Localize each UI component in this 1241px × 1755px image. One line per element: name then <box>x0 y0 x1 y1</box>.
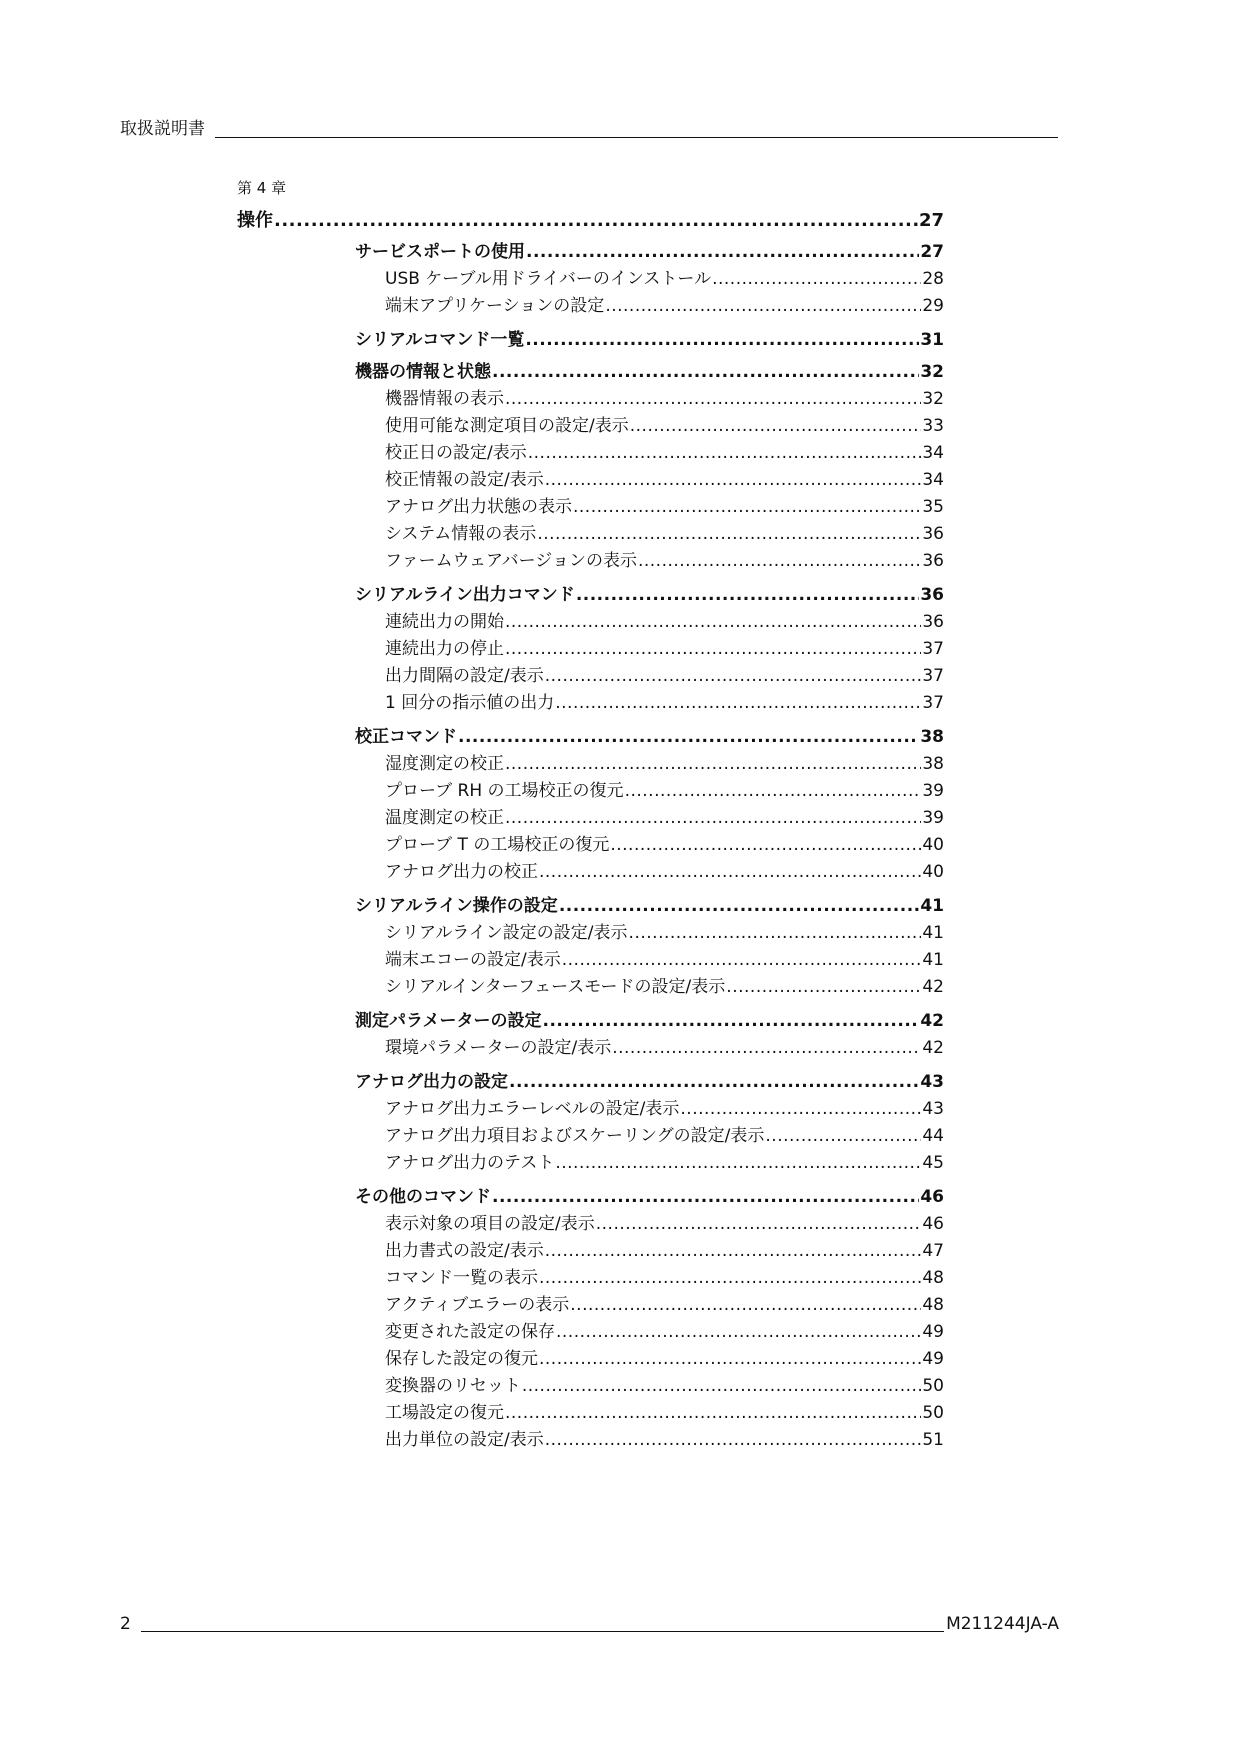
dot-leader <box>712 266 921 293</box>
toc-section-entry[interactable] <box>237 1071 944 1094</box>
toc-entry-title: 1 回分の指示値の出力 <box>385 693 555 713</box>
toc-entry-title: シリアルライン設定の設定/表示 <box>385 923 628 943</box>
footer-rule <box>141 1631 944 1632</box>
dot-leader <box>505 751 921 778</box>
dot-leader <box>680 1096 921 1123</box>
toc-entry-title: USB ケーブル用ドライバーのインストール <box>385 269 712 289</box>
toc-section-entry[interactable] <box>237 1186 944 1209</box>
toc-entry-title: その他のコマンド <box>355 1187 491 1207</box>
toc-entry-page: 32 <box>920 362 944 382</box>
toc-entry-page: 43 <box>922 1099 944 1119</box>
toc-entry-page: 36 <box>922 524 944 544</box>
toc-entry-title: コマンド一覧の表示 <box>385 1268 538 1288</box>
toc-section-entry[interactable] <box>237 1010 944 1033</box>
toc-subsection-entry[interactable] <box>237 1123 944 1150</box>
toc-subsection-entry[interactable] <box>237 293 944 320</box>
dot-leader <box>612 1035 921 1062</box>
toc-section-entry[interactable] <box>237 361 944 384</box>
toc-entry-page: 44 <box>922 1126 944 1146</box>
toc-subsection-entry[interactable] <box>237 778 944 805</box>
toc-subsection-entry[interactable] <box>237 859 944 886</box>
toc-entry-title: 変換器のリセット <box>385 1376 521 1396</box>
dot-leader <box>526 241 919 264</box>
dot-leader <box>528 440 922 467</box>
document-title: 取扱説明書 <box>120 119 205 139</box>
toc-entry-page: 32 <box>922 389 944 409</box>
toc-subsection-entry[interactable] <box>237 440 944 467</box>
toc-entry-page: 27 <box>918 210 944 231</box>
toc-subsection-entry[interactable] <box>237 1400 944 1427</box>
dot-leader <box>458 726 919 749</box>
page-footer <box>120 1613 1059 1635</box>
dot-leader <box>492 361 919 384</box>
toc-subsection-entry[interactable] <box>237 548 944 575</box>
toc-subsection-entry[interactable] <box>237 386 944 413</box>
dot-leader <box>274 209 918 233</box>
dot-leader <box>559 895 920 918</box>
dot-leader <box>505 1400 921 1427</box>
toc-entry-title: 温度測定の校正 <box>385 808 504 828</box>
toc-entry-title: シリアルライン操作の設定 <box>355 896 558 916</box>
toc-entry-page: 49 <box>922 1322 944 1342</box>
dot-leader <box>505 636 921 663</box>
toc-entry-page: 27 <box>920 242 944 262</box>
toc-subsection-entry[interactable] <box>237 751 944 778</box>
toc-subsection-entry[interactable] <box>237 947 944 974</box>
toc-entry-title: プローブ RH の工場校正の復元 <box>385 781 624 801</box>
toc-entry-title: シリアルインターフェースモードの設定/表示 <box>385 977 726 997</box>
chapter-label: 第 4 章 <box>237 179 287 197</box>
toc-subsection-entry[interactable] <box>237 1096 944 1123</box>
toc-entry-title: 環境パラメーターの設定/表示 <box>385 1038 612 1058</box>
dot-leader <box>562 947 922 974</box>
dot-leader <box>555 1150 921 1177</box>
dot-leader <box>545 467 922 494</box>
toc-entry-title: アナログ出力項目およびスケーリングの設定/表示 <box>385 1126 765 1146</box>
toc-section-entry[interactable] <box>237 895 944 918</box>
toc-entry-title: 端末アプリケーションの設定 <box>385 296 605 316</box>
toc-entry-page: 48 <box>922 1295 944 1315</box>
toc-entry-page: 39 <box>922 808 944 828</box>
toc-entry-page: 46 <box>920 1187 944 1207</box>
toc-entry-page: 45 <box>922 1153 944 1173</box>
toc-entry-title: アナログ出力エラーレベルの設定/表示 <box>385 1099 680 1119</box>
dot-leader <box>555 690 921 717</box>
toc-entry-page: 48 <box>922 1268 944 1288</box>
toc-subsection-entry[interactable] <box>237 663 944 690</box>
toc-entry-page: 29 <box>922 296 944 316</box>
toc-entry-title: シリアルコマンド一覧 <box>355 330 525 350</box>
toc-entry-page: 51 <box>922 1430 944 1450</box>
toc-entry-title: シリアルライン出力コマンド <box>355 585 575 605</box>
dot-leader <box>556 1319 921 1346</box>
dot-leader <box>537 521 921 548</box>
toc-entry-page: 37 <box>922 693 944 713</box>
toc-entry-page: 42 <box>922 1038 944 1058</box>
toc-entry-title: 機器の情報と状態 <box>355 362 491 382</box>
toc-entry-page: 31 <box>920 330 944 350</box>
toc-entry-title: 測定パラメーターの設定 <box>355 1011 542 1031</box>
toc-subsection-entry[interactable] <box>237 494 944 521</box>
dot-leader <box>638 548 921 575</box>
document-id: M211244JA-A <box>946 1614 1059 1634</box>
dot-leader <box>576 584 920 607</box>
toc-subsection-entry[interactable] <box>237 266 944 293</box>
dot-leader <box>509 1071 919 1094</box>
toc-entry-title: システム情報の表示 <box>385 524 537 544</box>
dot-leader <box>726 974 921 1001</box>
toc-entry-page: 33 <box>922 416 944 436</box>
toc-entry-title: 使用可能な測定項目の設定/表示 <box>385 416 629 436</box>
toc-entry-page: 50 <box>922 1376 944 1396</box>
toc-entry-page: 41 <box>922 950 944 970</box>
toc-entry-title: 出力単位の設定/表示 <box>385 1430 544 1450</box>
toc-entry-page: 37 <box>922 666 944 686</box>
dot-leader <box>539 1265 921 1292</box>
dot-leader <box>545 663 922 690</box>
toc-chapter-entry[interactable] <box>237 209 944 233</box>
toc-subsection-entry[interactable] <box>237 521 944 548</box>
toc-subsection-entry[interactable] <box>237 805 944 832</box>
dot-leader <box>545 1427 922 1454</box>
toc-entry-title: サービスポートの使用 <box>355 242 525 262</box>
toc-entry-page: 42 <box>920 1011 944 1031</box>
toc-section-entry[interactable] <box>237 726 944 749</box>
toc-subsection-entry[interactable] <box>237 636 944 663</box>
toc-entry-page: 47 <box>922 1241 944 1261</box>
toc-entry-title: 校正情報の設定/表示 <box>385 470 544 490</box>
toc-entry-title: アナログ出力の校正 <box>385 862 538 882</box>
toc-entry-page: 41 <box>920 896 944 916</box>
header-rule <box>215 137 1058 138</box>
dot-leader <box>505 609 921 636</box>
toc-entry-title: 変更された設定の保存 <box>385 1322 555 1342</box>
dot-leader <box>505 386 921 413</box>
dot-leader <box>543 1010 920 1033</box>
toc-entry-page: 28 <box>922 269 944 289</box>
toc-subsection-entry[interactable] <box>237 609 944 636</box>
dot-leader <box>765 1123 921 1150</box>
toc-subsection-entry[interactable] <box>237 1238 944 1265</box>
toc-subsection-entry[interactable] <box>237 1211 944 1238</box>
toc-subsection-entry[interactable] <box>237 1150 944 1177</box>
toc-entry-title: プローブ T の工場校正の復元 <box>385 835 610 855</box>
toc-subsection-entry[interactable] <box>237 1265 944 1292</box>
dot-leader <box>570 1292 921 1319</box>
toc-entry-page: 42 <box>922 977 944 997</box>
toc-entry-page: 36 <box>920 585 944 605</box>
toc-entry-title: アクティブエラーの表示 <box>385 1295 570 1315</box>
toc-entry-page: 36 <box>922 612 944 632</box>
toc-subsection-entry[interactable] <box>237 413 944 440</box>
toc-entry-title: 表示対象の項目の設定/表示 <box>385 1214 595 1234</box>
toc-entry-page: 43 <box>920 1072 944 1092</box>
dot-leader <box>545 1238 922 1265</box>
dot-leader <box>522 1373 922 1400</box>
page-number: 2 <box>120 1614 131 1634</box>
toc-entry-page: 40 <box>922 835 944 855</box>
toc-entry-title: 出力間隔の設定/表示 <box>385 666 544 686</box>
toc-section-entry[interactable] <box>237 241 944 264</box>
toc-entry-title: アナログ出力状態の表示 <box>385 497 572 517</box>
toc-entry-title: 湿度測定の校正 <box>385 754 504 774</box>
dot-leader <box>525 329 919 352</box>
toc-entry-title: ファームウェアバージョンの表示 <box>385 551 637 571</box>
toc-entry-title: アナログ出力の設定 <box>355 1072 508 1092</box>
toc-entry-title: 機器情報の表示 <box>385 389 504 409</box>
toc-entry-page: 35 <box>922 497 944 517</box>
toc-entry-title: 校正コマンド <box>355 727 457 747</box>
toc-entry-page: 34 <box>922 443 944 463</box>
toc-subsection-entry[interactable] <box>237 1319 944 1346</box>
dot-leader <box>610 832 921 859</box>
toc-entry-page: 38 <box>920 727 944 747</box>
toc-subsection-entry[interactable] <box>237 467 944 494</box>
toc-entry-title: アナログ出力のテスト <box>385 1153 555 1173</box>
toc-entry-page: 37 <box>922 639 944 659</box>
dot-leader <box>596 1211 922 1238</box>
table-of-contents <box>237 209 944 1454</box>
toc-entry-title: 連続出力の開始 <box>385 612 504 632</box>
toc-entry-title: 操作 <box>237 210 273 231</box>
toc-section-entry[interactable] <box>237 329 944 352</box>
dot-leader <box>625 778 922 805</box>
toc-entry-title: 端末エコーの設定/表示 <box>385 950 561 970</box>
toc-entry-page: 46 <box>922 1214 944 1234</box>
toc-entry-page: 41 <box>922 923 944 943</box>
toc-entry-page: 36 <box>922 551 944 571</box>
toc-entry-title: 校正日の設定/表示 <box>385 443 527 463</box>
toc-subsection-entry[interactable] <box>237 832 944 859</box>
dot-leader <box>605 293 921 320</box>
toc-entry-title: 保存した設定の復元 <box>385 1349 538 1369</box>
toc-subsection-entry[interactable] <box>237 690 944 717</box>
toc-entry-title: 工場設定の復元 <box>385 1403 504 1423</box>
page-header <box>120 118 1058 140</box>
toc-entry-title: 連続出力の停止 <box>385 639 504 659</box>
toc-subsection-entry[interactable] <box>237 1373 944 1400</box>
dot-leader <box>492 1186 919 1209</box>
toc-subsection-entry[interactable] <box>237 1035 944 1062</box>
toc-entry-title: 出力書式の設定/表示 <box>385 1241 544 1261</box>
dot-leader <box>630 413 922 440</box>
dot-leader <box>505 805 921 832</box>
toc-entry-page: 34 <box>922 470 944 490</box>
toc-section-entry[interactable] <box>237 584 944 607</box>
dot-leader <box>539 859 921 886</box>
dot-leader <box>573 494 921 521</box>
toc-subsection-entry[interactable] <box>237 1346 944 1373</box>
dot-leader <box>539 1346 921 1373</box>
toc-entry-page: 50 <box>922 1403 944 1423</box>
toc-subsection-entry[interactable] <box>237 920 944 947</box>
toc-subsection-entry[interactable] <box>237 974 944 1001</box>
toc-entry-page: 39 <box>922 781 944 801</box>
toc-entry-page: 40 <box>922 862 944 882</box>
dot-leader <box>629 920 922 947</box>
toc-subsection-entry[interactable] <box>237 1292 944 1319</box>
toc-subsection-entry[interactable] <box>237 1427 944 1454</box>
toc-entry-page: 38 <box>922 754 944 774</box>
toc-entry-page: 49 <box>922 1349 944 1369</box>
